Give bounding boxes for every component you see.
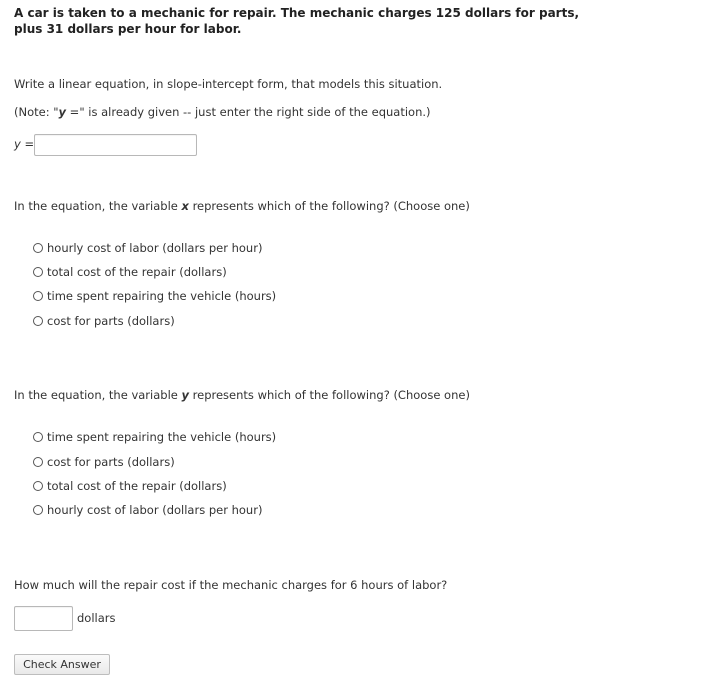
x-option-label: time spent repairing the vehicle (hours) <box>47 289 277 303</box>
note-suffix: =" is already given -- just enter the right side of the equation.) <box>66 105 431 119</box>
radio-button-icon[interactable] <box>33 457 43 467</box>
x-option-3[interactable] <box>33 288 276 304</box>
y-variable-question <box>14 387 470 403</box>
equation-note <box>14 104 431 120</box>
radio-button-icon[interactable] <box>33 316 43 326</box>
y-option-3[interactable] <box>33 478 227 494</box>
x-question-prefix: In the equation, the variable <box>14 199 182 213</box>
y-option-1[interactable] <box>33 429 276 445</box>
radio-button-icon[interactable] <box>33 267 43 277</box>
x-option-label: cost for parts (dollars) <box>47 314 175 328</box>
radio-button-icon[interactable] <box>33 291 43 301</box>
x-option-label: hourly cost of labor (dollars per hour) <box>47 241 263 255</box>
cost-question: How much will the repair cost if the mechanic charges for 6 hours of labor? <box>14 578 448 592</box>
x-question-suffix: represents which of the following? (Choose one) <box>188 199 470 213</box>
x-option-4[interactable] <box>33 313 175 329</box>
x-variable-question <box>14 198 470 214</box>
radio-button-icon[interactable] <box>33 481 43 491</box>
y-equals-label <box>14 137 34 151</box>
y-option-label: time spent repairing the vehicle (hours) <box>47 430 277 444</box>
y-variable-label: y <box>14 137 21 151</box>
y-option-label: hourly cost of labor (dollars per hour) <box>47 503 263 517</box>
x-option-label: total cost of the repair (dollars) <box>47 265 227 279</box>
cost-answer-input[interactable] <box>14 606 73 631</box>
radio-button-icon[interactable] <box>33 505 43 515</box>
y-question-suffix: represents which of the following? (Choose one) <box>189 388 470 402</box>
x-option-1[interactable] <box>33 240 262 256</box>
dollars-unit-label: dollars <box>77 611 116 625</box>
y-option-label: total cost of the repair (dollars) <box>47 479 227 493</box>
y-question-prefix: In the equation, the variable <box>14 388 182 402</box>
equation-instruction: Write a linear equation, in slope-intercept form, that models this situation. <box>14 77 443 91</box>
note-prefix: (Note: " <box>14 105 59 119</box>
equation-answer-input[interactable] <box>34 134 197 156</box>
y-question-variable: y <box>181 388 189 402</box>
y-option-2[interactable] <box>33 454 175 470</box>
equals-sign: = <box>20 137 35 151</box>
note-variable: y <box>58 105 67 119</box>
x-option-2[interactable] <box>33 264 227 280</box>
x-question-variable: x <box>181 199 189 213</box>
y-option-4[interactable] <box>33 502 262 518</box>
y-option-label: cost for parts (dollars) <box>47 455 175 469</box>
problem-statement: A car is taken to a mechanic for repair. The mechanic charges 125 dollars for parts, plus 31 dollars per hour for labor. <box>14 6 580 36</box>
check-answer-button[interactable]: Check Answer <box>14 654 110 675</box>
radio-button-icon[interactable] <box>33 432 43 442</box>
radio-button-icon[interactable] <box>33 243 43 253</box>
